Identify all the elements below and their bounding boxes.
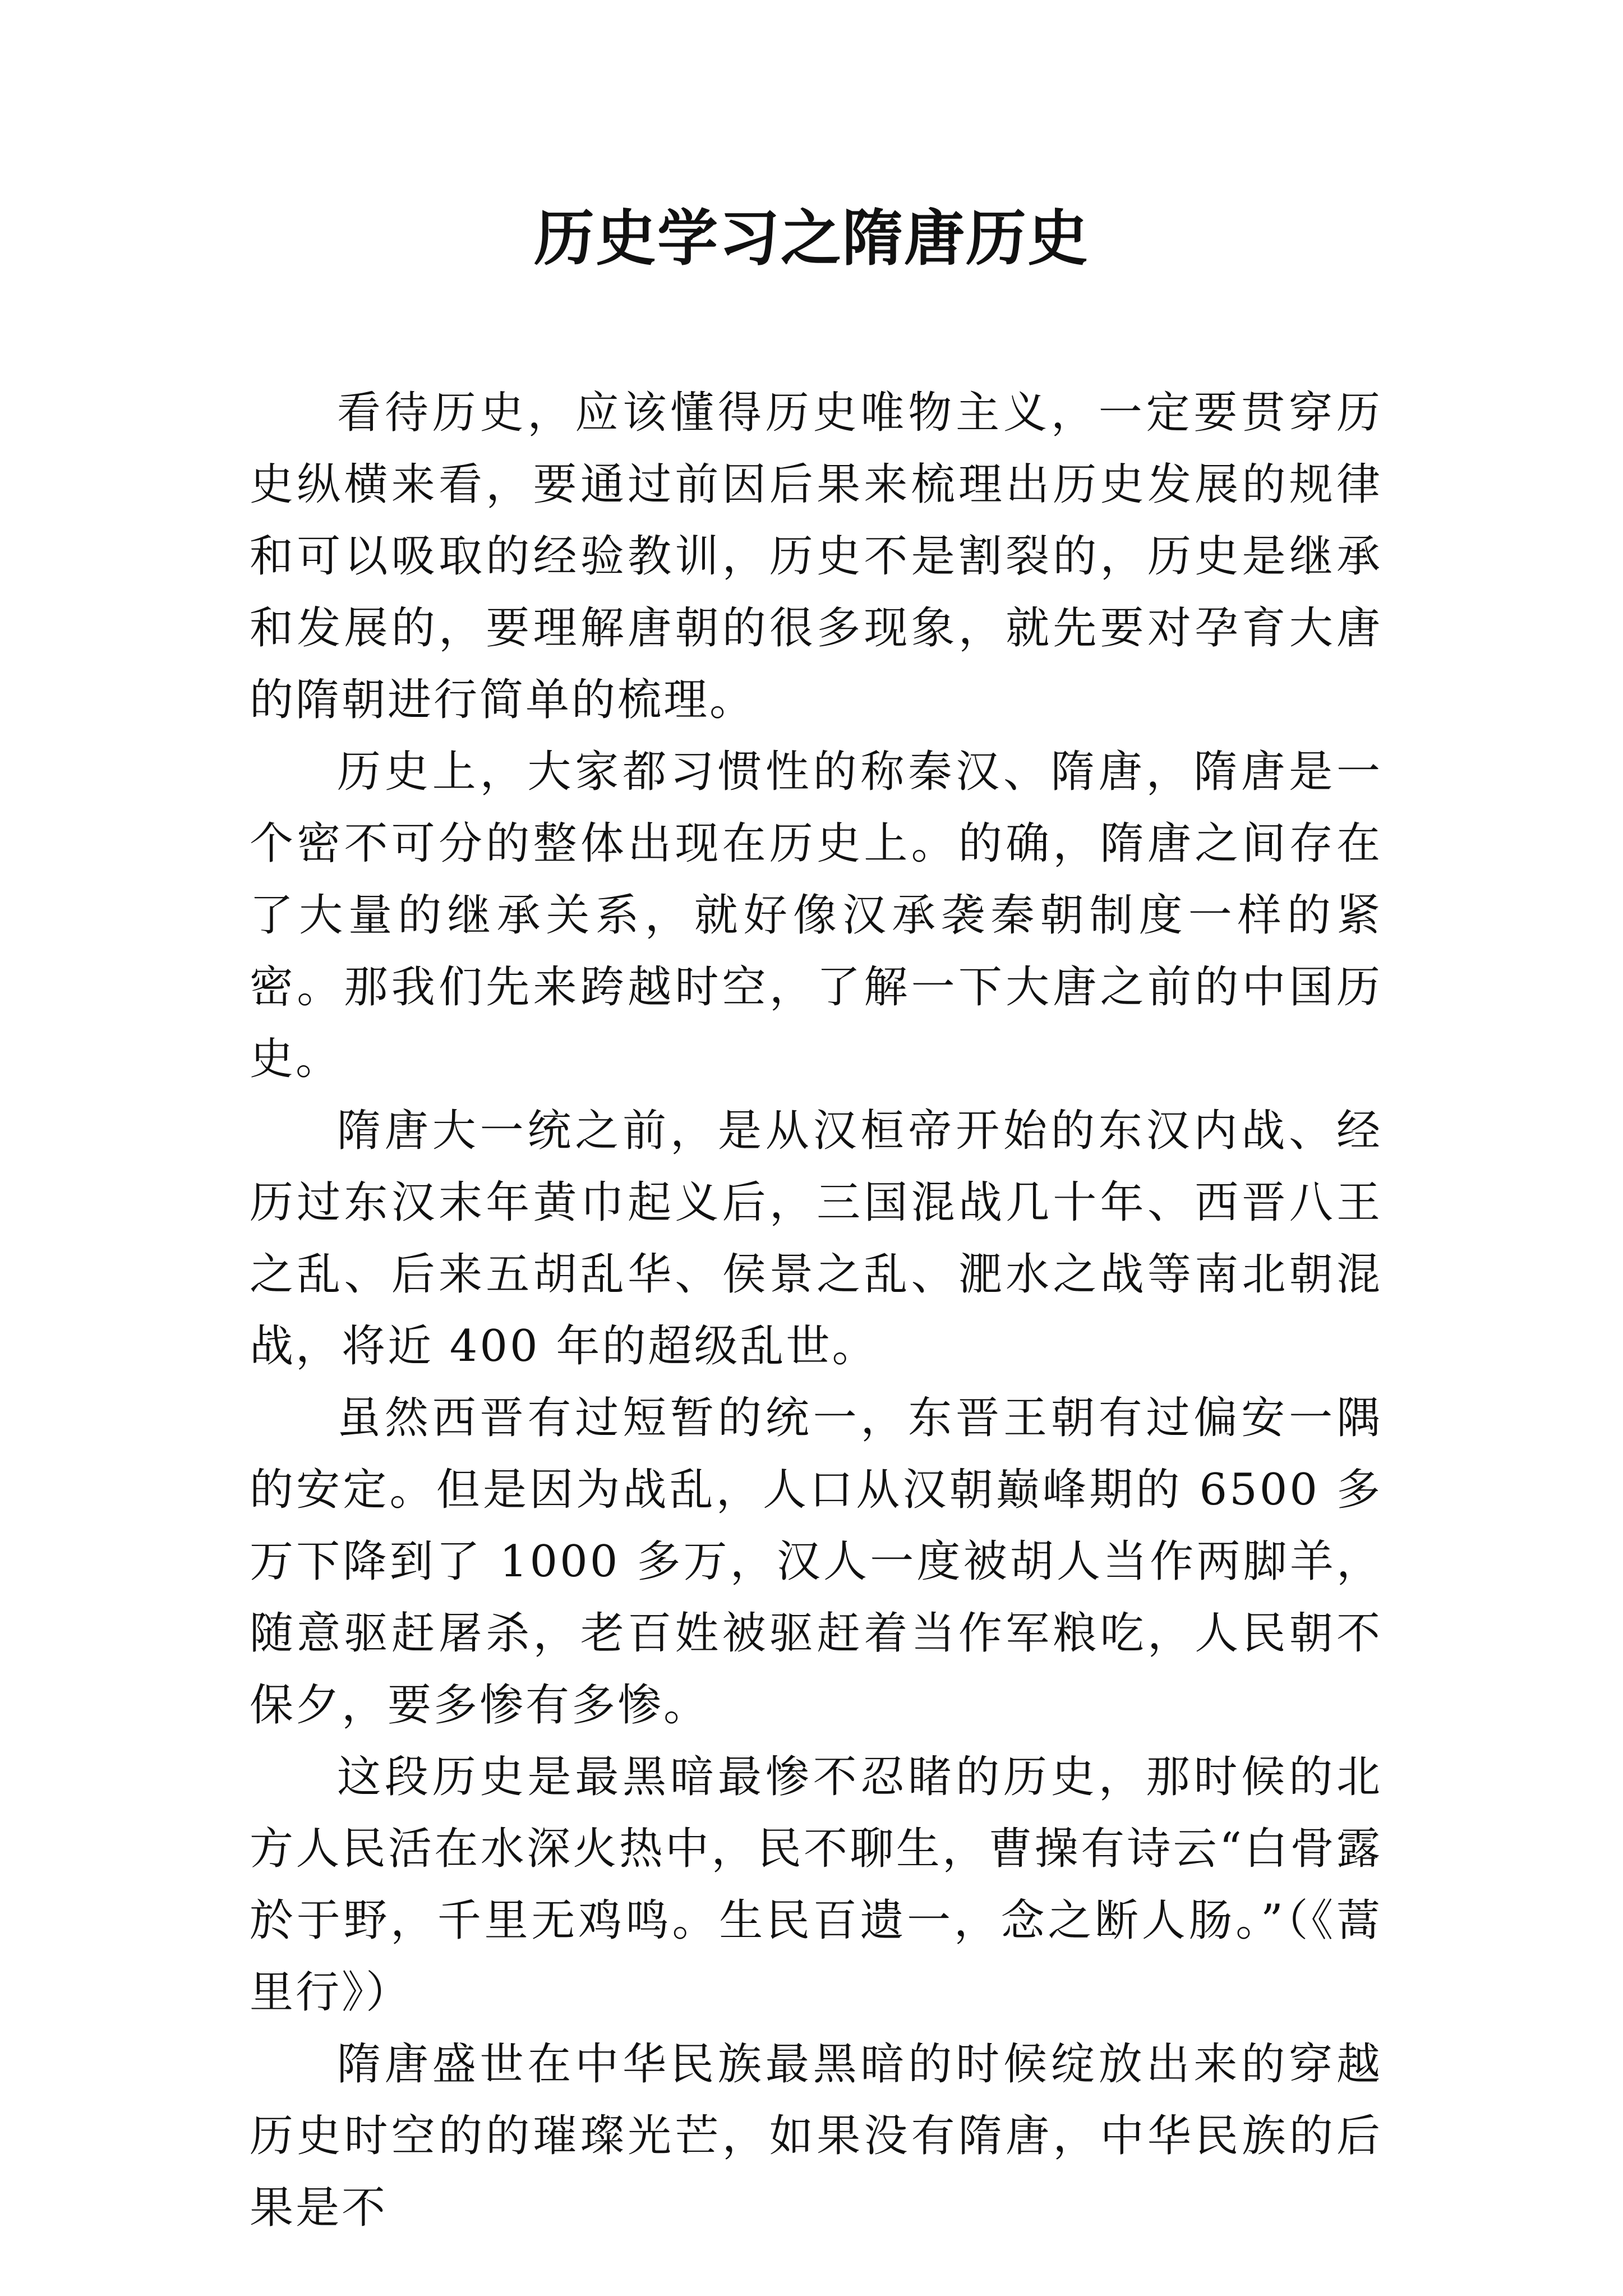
paragraph: 历史上，大家都习惯性的称秦汉、隋唐，隋唐是一个密不可分的整体出现在历史上。的确，隋唐之间存在了大量的继承关系，就好像汉承袭秦朝制度一样的紧密。那我们先来跨越时空，了解一下大唐之前的中国历史。 xyxy=(250,747,1382,1084)
page-title: 历史学习之隋唐历史 xyxy=(533,203,1089,274)
paragraph: 隋唐大一统之前，是从汉桓帝开始的东汉内战、经历过东汉末年黄巾起义后，三国混战几十年、西晋八王之乱、后来五胡乱华、侯景之乱、淝水之战等南北朝混战，将近 400 年的超级乱世。 xyxy=(250,1106,1382,1372)
paragraph: 这段历史是最黑暗最惨不忍睹的历史，那时候的北方人民活在水深火热中，民不聊生，曹操有诗云“白骨露於于野，千里无鸡鸣。生民百遗一，念之断人肠。”（《蒿里行》） xyxy=(250,1752,1382,2018)
document-body xyxy=(250,377,1382,2244)
paragraph: 看待历史，应该懂得历史唯物主义，一定要贯穿历史纵横来看，要通过前因后果来梳理出历史发展的规律和可以吸取的经验教训，历史不是割裂的，历史是继承和发展的，要理解唐朝的很多现象，就先要对孕育大唐的隋朝进行简单的梳理。 xyxy=(250,388,1382,725)
paragraph: 隋唐盛世在中华民族最黑暗的时候绽放出来的穿越历史时空的的璀璨光芒，如果没有隋唐，中华民族的后果是不 xyxy=(250,2039,1382,2233)
paragraph: 虽然西晋有过短暂的统一，东晋王朝有过偏安一隅的安定。但是因为战乱，人口从汉朝巅峰期的 6500 多万下降到了 1000 多万，汉人一度被胡人当作两脚羊，随意驱赶屠杀，老百姓被驱赶着当作军粮吃，人民朝不保夕，要多惨有多惨。 xyxy=(250,1393,1382,1731)
